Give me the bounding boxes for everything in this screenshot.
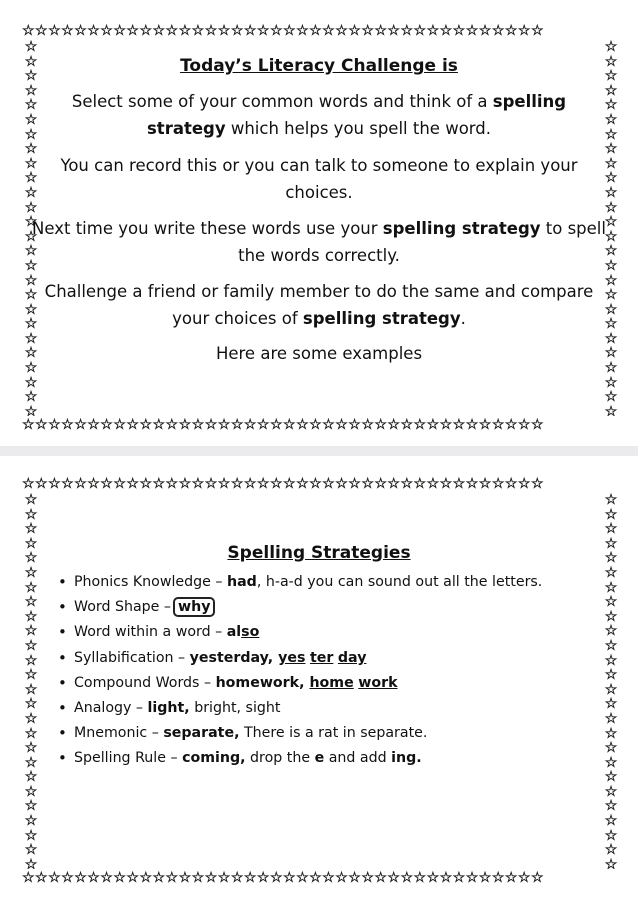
example-word: yesterday, [189,649,279,666]
list-item [74,646,542,671]
bold-text: spelling strategy [382,219,541,238]
star-border-bottom: ☆☆☆☆☆☆☆☆☆☆☆☆☆☆☆☆☆☆☆☆☆☆☆☆☆☆☆☆☆☆☆☆☆☆☆☆☆☆☆☆ [22,870,545,886]
challenge-card [0,0,638,446]
list-item [74,620,542,645]
bold-letter: e [314,750,325,767]
star-border-left: ☆☆☆☆☆☆☆☆☆☆☆☆☆☆☆☆☆☆☆☆☆☆☆☆☆☆ [24,493,38,869]
word-shape-outline: why [173,597,215,617]
item-label: Spelling Rule – [74,750,183,767]
paragraph-select-words [36,88,602,142]
text: to spell the words correctly. [238,219,606,265]
strategies-title: Spelling Strategies [227,543,411,563]
syllable: day [337,649,367,666]
paragraph-examples: Here are some examples [215,344,423,363]
item-text: drop the [245,750,315,767]
text: Challenge a friend or family member to do the same and compare your choices of [44,282,594,328]
separator: , [299,674,310,691]
item-label: Word within a word – [74,624,227,641]
bold-suffix: ing. [391,750,422,767]
compound-part: work [358,674,398,691]
strategies-list [58,570,542,772]
item-text: and add [324,750,392,767]
item-label: Phonics Knowledge – [74,574,227,590]
bold-text: spelling strategy [146,92,567,138]
list-item [74,570,542,595]
star-border-right: ☆☆☆☆☆☆☆☆☆☆☆☆☆☆☆☆☆☆☆☆☆☆☆☆☆☆ [604,40,618,416]
star-border-left: ☆☆☆☆☆☆☆☆☆☆☆☆☆☆☆☆☆☆☆☆☆☆☆☆☆☆ [24,40,38,416]
item-text: bright, sight [189,700,281,717]
list-item [74,696,542,721]
item-label: Word Shape – [74,599,172,616]
star-border-top: ☆☆☆☆☆☆☆☆☆☆☆☆☆☆☆☆☆☆☆☆☆☆☆☆☆☆☆☆☆☆☆☆☆☆☆☆☆☆☆☆ [22,476,545,492]
example-word: al [226,624,242,641]
paragraph-record: You can record this or you can talk to someone to explain your choices. [60,156,578,202]
text: . [460,309,466,328]
text: Next time you write these words use your [32,219,383,238]
text: Select some of your common words and think of a [71,92,493,111]
syllable: yes [278,649,306,666]
example-word: separate, [163,725,240,742]
challenge-title: Today’s Literacy Challenge is [180,56,458,76]
list-item [74,721,542,746]
paragraph-next-time [30,215,608,269]
star-border-bottom: ☆☆☆☆☆☆☆☆☆☆☆☆☆☆☆☆☆☆☆☆☆☆☆☆☆☆☆☆☆☆☆☆☆☆☆☆☆☆☆☆ [22,417,545,433]
list-item [74,595,542,620]
item-text: , h-a-d you can sound out all the letters. [256,574,543,590]
example-word: had [226,574,257,590]
example-word: coming, [182,750,246,767]
syllable: ter [309,649,334,666]
star-border-top: ☆☆☆☆☆☆☆☆☆☆☆☆☆☆☆☆☆☆☆☆☆☆☆☆☆☆☆☆☆☆☆☆☆☆☆☆☆☆☆☆ [22,23,545,39]
item-label: Syllabification – [74,649,190,666]
compound-part: home [309,674,354,691]
paragraph-challenge-friend [30,278,608,332]
example-word: homework [215,674,300,691]
item-label: Mnemonic – [74,725,164,742]
strategies-card [0,456,638,900]
list-item [74,746,542,771]
item-label: Analogy – [74,700,148,717]
inner-word: so [241,624,260,641]
star-border-right: ☆☆☆☆☆☆☆☆☆☆☆☆☆☆☆☆☆☆☆☆☆☆☆☆☆☆ [604,493,618,869]
text: which helps you spell the word. [225,119,491,138]
item-label: Compound Words – [74,674,216,691]
item-text: There is a rat in separate. [239,725,428,742]
list-item [74,671,542,696]
bold-text: spelling strategy [302,309,461,328]
example-word: light, [147,700,190,717]
